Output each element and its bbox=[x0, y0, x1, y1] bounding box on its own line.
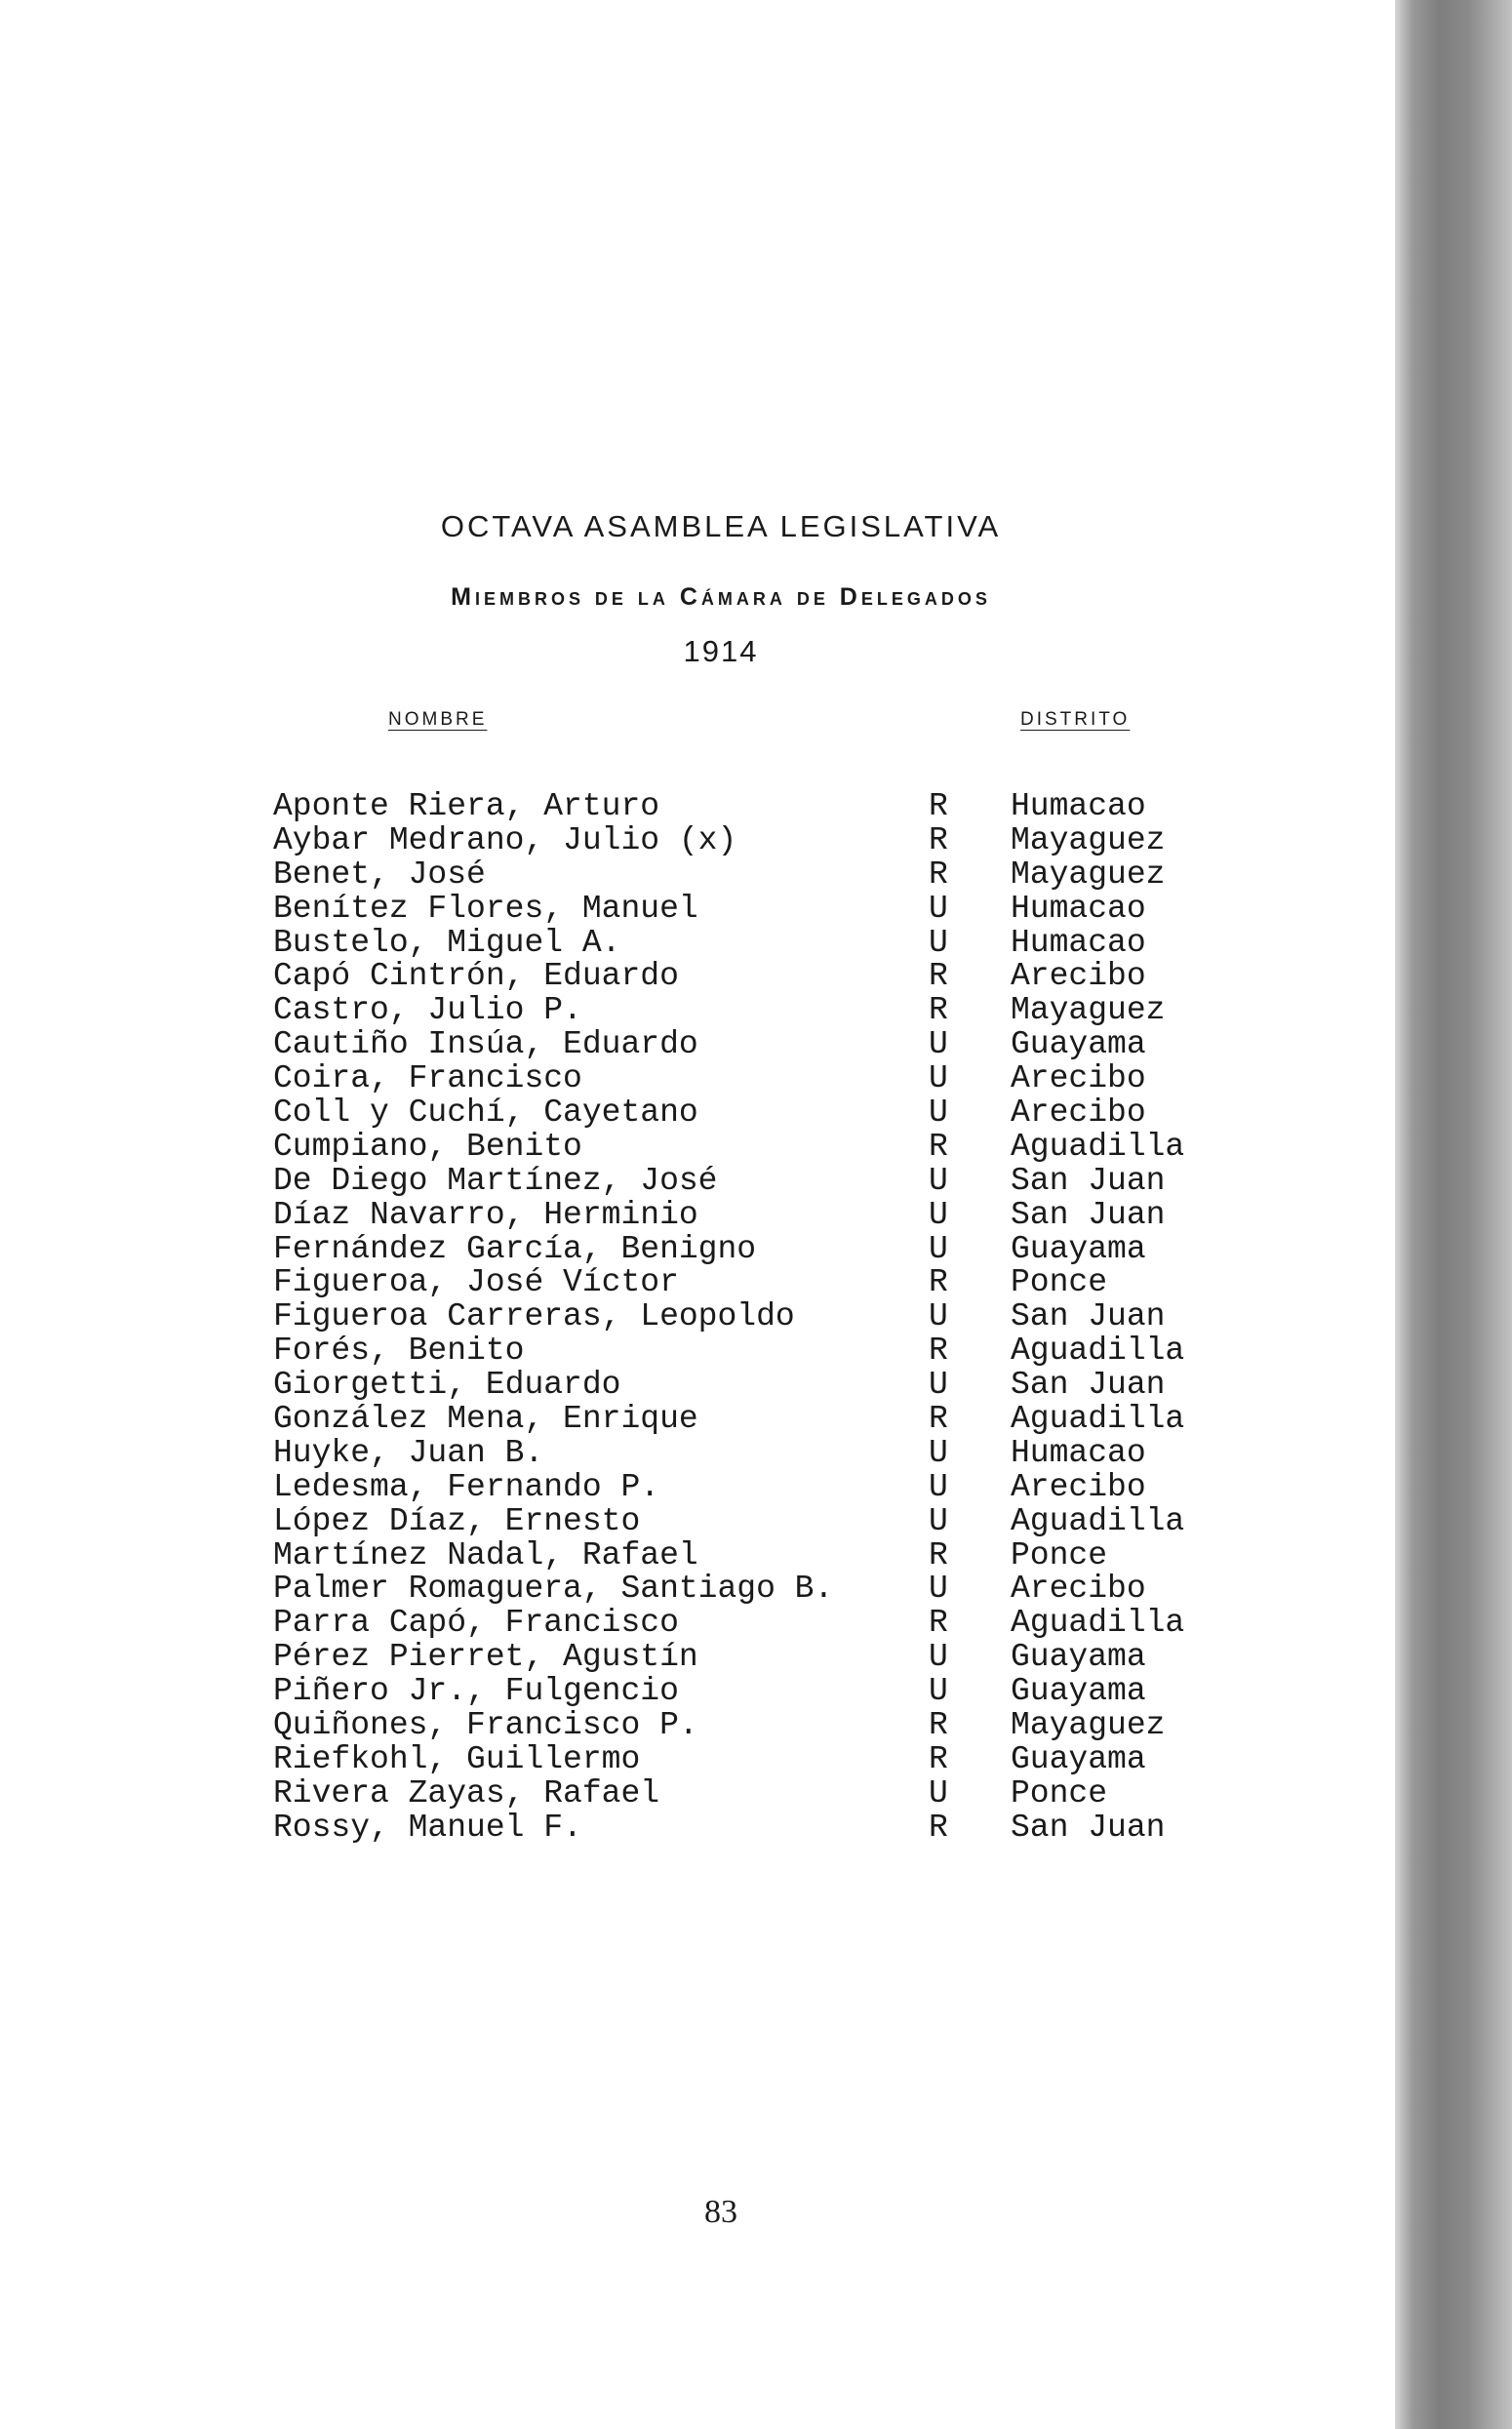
member-row bbox=[273, 924, 1210, 961]
member-row bbox=[273, 1403, 1210, 1437]
member-party: U bbox=[929, 1060, 948, 1097]
member-name: De Diego Martínez, José bbox=[273, 1162, 718, 1199]
member-name: Ledesma, Fernando P. bbox=[273, 1468, 660, 1505]
member-district: Mayaguez bbox=[1011, 821, 1166, 858]
member-name: Giorgetti, Eduardo bbox=[273, 1367, 621, 1404]
member-district: San Juan bbox=[1011, 1367, 1166, 1404]
member-district: Mayaguez bbox=[1011, 992, 1166, 1029]
member-row bbox=[273, 1230, 1210, 1267]
member-district: Arecibo bbox=[1011, 1060, 1146, 1097]
member-name: Piñero Jr., Fulgencio bbox=[273, 1673, 679, 1710]
member-row bbox=[273, 960, 1210, 994]
member-row bbox=[273, 1300, 1210, 1334]
member-party: R bbox=[929, 1333, 948, 1370]
member-row bbox=[273, 1468, 1210, 1505]
member-party: U bbox=[929, 1230, 948, 1267]
member-row bbox=[273, 1573, 1210, 1607]
member-row bbox=[273, 1709, 1210, 1743]
member-district: Arecibo bbox=[1011, 1095, 1146, 1132]
member-name: Rossy, Manuel F. bbox=[273, 1809, 582, 1846]
year-label: 1914 bbox=[683, 634, 759, 668]
member-party: R bbox=[929, 1809, 948, 1846]
member-district: Guayama bbox=[1011, 1639, 1146, 1676]
member-party: R bbox=[929, 992, 948, 1029]
member-name: Coll y Cuchí, Cayetano bbox=[273, 1095, 698, 1132]
member-party: R bbox=[929, 788, 948, 824]
member-name: Capó Cintrón, Eduardo bbox=[273, 958, 679, 995]
member-district: Humacao bbox=[1011, 890, 1146, 927]
member-district: Guayama bbox=[1011, 1230, 1146, 1267]
member-name: Cautiño Insúa, Eduardo bbox=[273, 1026, 698, 1063]
member-row bbox=[273, 1607, 1210, 1641]
name-column-header: NOMBRE bbox=[388, 709, 488, 730]
member-district: San Juan bbox=[1011, 1162, 1166, 1199]
member-name: Fernández García, Benigno bbox=[273, 1230, 757, 1267]
member-party: U bbox=[929, 1434, 948, 1471]
member-district: Humacao bbox=[1011, 924, 1146, 961]
assembly-title: OCTAVA ASAMBLEA LEGISLATIVA bbox=[440, 509, 1002, 543]
member-district: San Juan bbox=[1011, 1809, 1166, 1846]
member-party: U bbox=[929, 1502, 948, 1539]
member-row bbox=[273, 1369, 1210, 1403]
member-row bbox=[273, 1536, 1210, 1573]
member-district: Arecibo bbox=[1011, 958, 1146, 995]
member-name: Parra Capó, Francisco bbox=[273, 1605, 679, 1642]
member-district: Aguadilla bbox=[1011, 1128, 1185, 1165]
member-party: U bbox=[929, 1639, 948, 1676]
member-name: Aybar Medrano, Julio (x) bbox=[273, 821, 737, 858]
member-party: R bbox=[929, 1740, 948, 1777]
member-district: Mayaguez bbox=[1011, 1707, 1166, 1744]
member-district: Mayaguez bbox=[1011, 856, 1166, 893]
member-row bbox=[273, 1334, 1210, 1369]
member-name: Figueroa, José Víctor bbox=[273, 1264, 679, 1301]
member-row bbox=[273, 1028, 1210, 1062]
member-party: R bbox=[929, 856, 948, 893]
member-row bbox=[273, 1128, 1210, 1165]
member-party: U bbox=[929, 1026, 948, 1063]
member-row bbox=[273, 1809, 1210, 1846]
member-party: U bbox=[929, 1196, 948, 1233]
member-party: R bbox=[929, 1707, 948, 1744]
member-name: Aponte Riera, Arturo bbox=[273, 788, 660, 824]
member-row bbox=[273, 1641, 1210, 1675]
member-name: Benet, José bbox=[273, 856, 486, 893]
member-list bbox=[273, 790, 1210, 1846]
member-row bbox=[273, 790, 1210, 824]
member-row bbox=[273, 1162, 1210, 1199]
member-name: Forés, Benito bbox=[273, 1333, 525, 1370]
member-district: Humacao bbox=[1011, 1434, 1146, 1471]
member-row bbox=[273, 821, 1210, 858]
member-name: Bustelo, Miguel A. bbox=[273, 924, 621, 961]
member-name: Quiñones, Francisco P. bbox=[273, 1707, 698, 1744]
member-name: López Díaz, Ernesto bbox=[273, 1502, 641, 1539]
member-name: Castro, Julio P. bbox=[273, 992, 582, 1029]
member-party: U bbox=[929, 890, 948, 927]
member-name: Rivera Zayas, Rafael bbox=[273, 1774, 660, 1812]
member-district: Humacao bbox=[1011, 788, 1146, 824]
member-party: R bbox=[929, 1128, 948, 1165]
member-party: U bbox=[929, 1298, 948, 1335]
member-district: Aguadilla bbox=[1011, 1605, 1185, 1642]
member-name: Benítez Flores, Manuel bbox=[273, 890, 698, 927]
member-district: Aguadilla bbox=[1011, 1333, 1185, 1370]
member-party: U bbox=[929, 1468, 948, 1505]
member-row bbox=[273, 994, 1210, 1028]
member-name: González Mena, Enrique bbox=[273, 1401, 698, 1438]
member-district: Guayama bbox=[1011, 1673, 1146, 1710]
member-row bbox=[273, 1266, 1210, 1300]
member-row bbox=[273, 890, 1210, 927]
member-name: Huyke, Juan B. bbox=[273, 1434, 544, 1471]
member-row bbox=[273, 1196, 1210, 1233]
member-district: Guayama bbox=[1011, 1026, 1146, 1063]
member-party: R bbox=[929, 1264, 948, 1301]
member-party: R bbox=[929, 1536, 948, 1573]
member-party: U bbox=[929, 1774, 948, 1812]
chamber-subtitle: Miembros de la Cámara de Delegados bbox=[451, 583, 991, 611]
page-edge-shadow bbox=[1395, 0, 1512, 2429]
member-row bbox=[273, 1096, 1210, 1131]
member-name: Figueroa Carreras, Leopoldo bbox=[273, 1298, 795, 1335]
member-row bbox=[273, 1740, 1210, 1777]
member-row bbox=[273, 1774, 1210, 1812]
member-district: San Juan bbox=[1011, 1196, 1166, 1233]
member-name: Martínez Nadal, Rafael bbox=[273, 1536, 698, 1573]
member-party: U bbox=[929, 924, 948, 961]
member-party: R bbox=[929, 958, 948, 995]
member-district: Aguadilla bbox=[1011, 1401, 1185, 1438]
member-district: San Juan bbox=[1011, 1298, 1166, 1335]
member-party: U bbox=[929, 1367, 948, 1404]
member-party: U bbox=[929, 1571, 948, 1608]
member-row bbox=[273, 1434, 1210, 1471]
member-district: Ponce bbox=[1011, 1536, 1108, 1573]
member-district: Arecibo bbox=[1011, 1468, 1146, 1505]
member-district: Aguadilla bbox=[1011, 1502, 1185, 1539]
member-party: U bbox=[929, 1095, 948, 1132]
member-name: Palmer Romaguera, Santiago B. bbox=[273, 1571, 834, 1608]
member-district: Arecibo bbox=[1011, 1571, 1146, 1608]
member-name: Coira, Francisco bbox=[273, 1060, 582, 1097]
member-party: U bbox=[929, 1162, 948, 1199]
member-name: Riefkohl, Guillermo bbox=[273, 1740, 641, 1777]
page-number: 83 bbox=[704, 2194, 737, 2230]
member-name: Díaz Navarro, Herminio bbox=[273, 1196, 698, 1233]
member-party: R bbox=[929, 1401, 948, 1438]
member-district: Guayama bbox=[1011, 1740, 1146, 1777]
district-column-header: DISTRITO bbox=[1020, 709, 1131, 730]
member-party: R bbox=[929, 821, 948, 858]
member-party: R bbox=[929, 1605, 948, 1642]
member-district: Ponce bbox=[1011, 1264, 1108, 1301]
member-row bbox=[273, 1062, 1210, 1096]
member-row bbox=[273, 858, 1210, 893]
member-party: U bbox=[929, 1673, 948, 1710]
member-name: Pérez Pierret, Agustín bbox=[273, 1639, 698, 1676]
member-row bbox=[273, 1502, 1210, 1539]
member-name: Cumpiano, Benito bbox=[273, 1128, 582, 1165]
member-district: Ponce bbox=[1011, 1774, 1108, 1812]
member-row bbox=[273, 1675, 1210, 1709]
